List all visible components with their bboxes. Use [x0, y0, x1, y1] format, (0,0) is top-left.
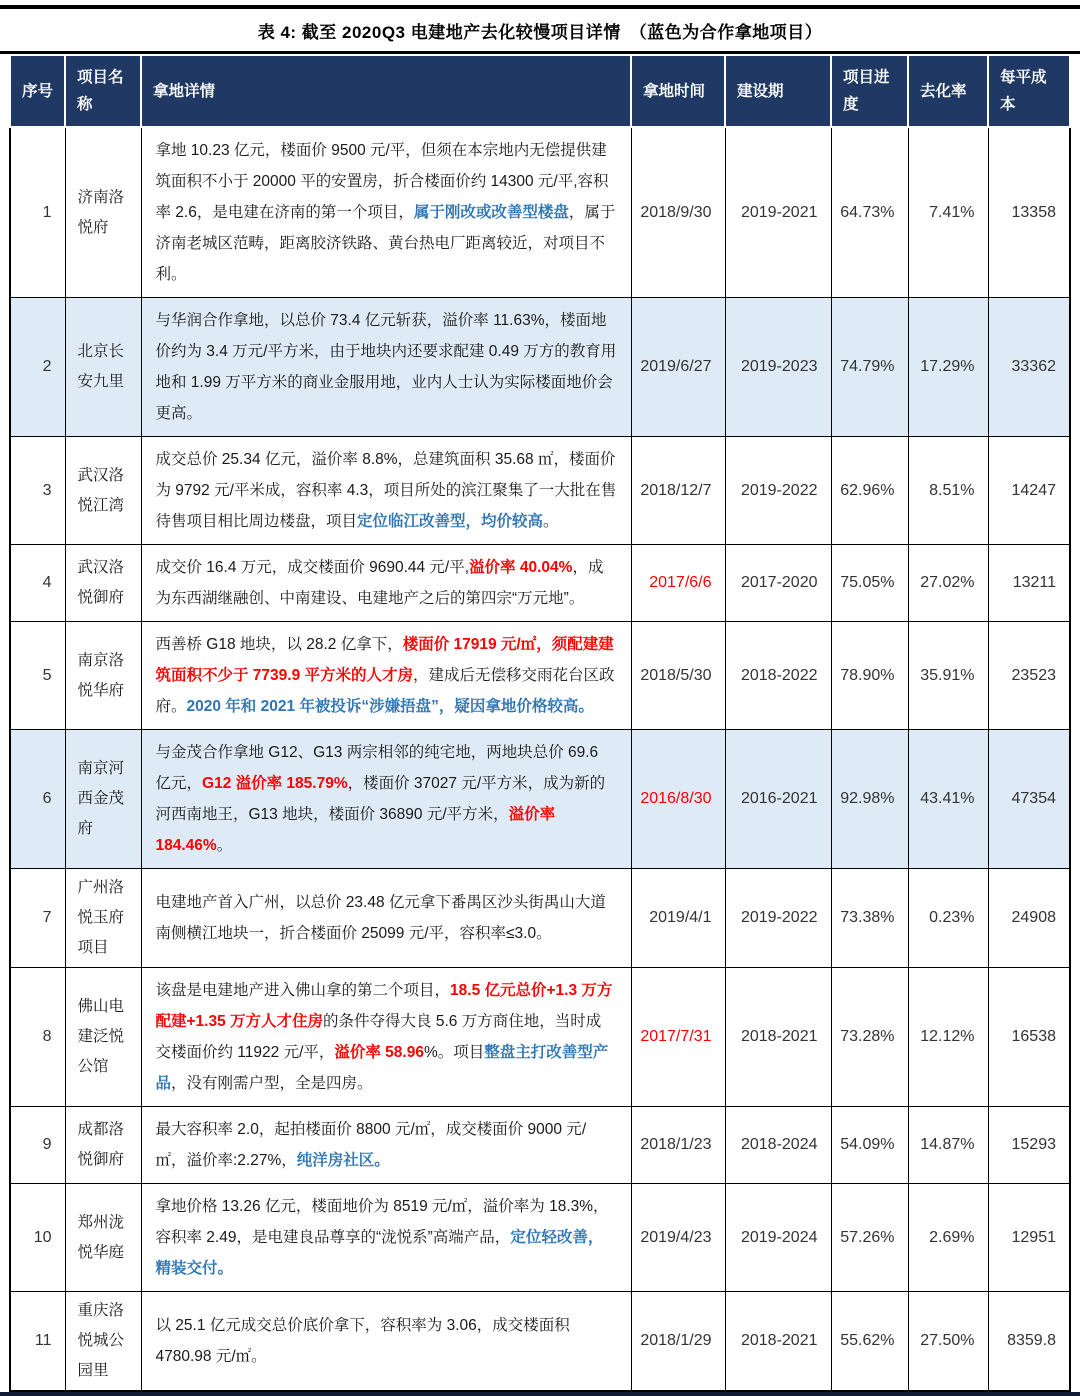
cell-land-detail: [141, 437, 631, 545]
cell-index: 6: [10, 730, 65, 869]
cell-absorption-rate: 14.87%: [908, 1107, 988, 1184]
cell-absorption-rate: 0.23%: [908, 869, 988, 968]
detail-segment: %。项目: [423, 1044, 485, 1061]
cell-land-detail: [141, 545, 631, 622]
cell-project-name: 武汉洛悦江湾: [65, 437, 141, 545]
detail-segment: 拿地 10.23 亿元，楼面价 9500 元/平，但须在本宗地内无偿提供建筑面积不小于 20000 平的安置房，折合楼面价约 14300 元/平,容积率 2.6，是电建在济南的第一个项目，: [155, 142, 609, 221]
detail-segment: 最大容积率 2.0，起拍楼面价 8800 元/㎡，成交楼面价 9000 元/㎡，溢价率:2.27%，: [155, 1121, 587, 1169]
detail-segment: ，没有刚需户型，全是四房。: [171, 1075, 373, 1092]
cell-absorption-rate: 12.12%: [908, 968, 988, 1107]
cell-index: 2: [10, 298, 65, 437]
cell-project-name: 济南洛悦府: [65, 127, 141, 298]
cell-project-name: 南京河西金茂府: [65, 730, 141, 869]
cell-absorption-rate: 35.91%: [908, 622, 988, 730]
detail-segment: 。: [216, 837, 233, 854]
detail-segment: 成交价 16.4 万元，成交楼面价 9690.44 元/平,: [155, 559, 470, 576]
cell-progress: 54.09%: [831, 1107, 908, 1184]
cell-project-name: 北京长安九里: [65, 298, 141, 437]
cell-absorption-rate: 17.29%: [908, 298, 988, 437]
detail-segment: ，建成后无偿移交雨花台区政府。: [155, 667, 615, 715]
header-detail: 拿地详情: [141, 55, 631, 127]
cell-construction-period: 2016-2021: [725, 730, 831, 869]
header-period: 建设期: [725, 55, 831, 127]
detail-segment: 与金茂合作拿地 G12、G13 两宗相邻的纯宅地，两地块总价 69.6 亿元，: [155, 744, 599, 792]
detail-segment-red: 楼面价 17919 元/㎡，须配建建筑面积不少于 7739.9 平方米的人才房: [155, 636, 614, 684]
cell-land-detail: [141, 1184, 631, 1292]
cell-index: 3: [10, 437, 65, 545]
detail-segment: ，属于济南老城区范畴，距离胶济铁路、黄台热电厂距离较近，对项目不利。: [155, 204, 616, 283]
detail-segment-red: 溢价率 58.96: [334, 1044, 424, 1061]
detail-segment: 以 25.1 亿元成交总价底价拿下，容积率为 3.06，成交楼面积 4780.98 元/㎡。: [155, 1317, 570, 1365]
detail-segment-blue: 纯洋房社区。: [296, 1152, 390, 1169]
projects-table: [9, 54, 1071, 1392]
cell-cost-per-sqm: 33362: [988, 298, 1070, 437]
cell-absorption-rate: 2.69%: [908, 1184, 988, 1292]
cell-land-date: 2018/9/30: [631, 127, 725, 298]
table-row: [10, 968, 1070, 1107]
cell-index: 11: [10, 1292, 65, 1392]
cell-index: 5: [10, 622, 65, 730]
table-row: [10, 127, 1070, 298]
table-body: [10, 127, 1070, 1391]
detail-segment: ，楼面价 37027 元/平方米，成为新的河西南地王，G13 地块，楼面价 36890 元/平方米，: [155, 775, 606, 823]
table-row: [10, 869, 1070, 968]
table-row: [10, 545, 1070, 622]
cell-construction-period: 2017-2020: [725, 545, 831, 622]
cell-land-date: 2019/4/23: [631, 1184, 725, 1292]
cell-land-date: 2019/6/27: [631, 298, 725, 437]
detail-segment-blue: 属于刚改或改善型楼盘: [413, 204, 569, 221]
cell-index: 1: [10, 127, 65, 298]
header-date: 拿地时间: [631, 55, 725, 127]
table-row: [10, 1292, 1070, 1392]
cell-land-detail: [141, 869, 631, 968]
detail-segment-blue: 定位临江改善型，均价较高: [357, 513, 544, 530]
detail-segment: 的条件夺得大良 5.6 万方商住地，当时成交楼面价约 11922 元/平，: [155, 1013, 602, 1061]
cell-project-name: 广州洛悦玉府项目: [65, 869, 141, 968]
detail-segment-blue: 定位轻改善，精装交付。: [155, 1229, 604, 1277]
detail-segment-red: G12 溢价率 185.79%: [202, 775, 348, 792]
cell-construction-period: 2019-2022: [725, 869, 831, 968]
table-row: [10, 437, 1070, 545]
detail-segment-blue: 2020 年和 2021 年被投诉“涉嫌捂盘”，疑因拿地价格较高。: [186, 698, 594, 715]
cell-construction-period: 2019-2022: [725, 437, 831, 545]
cell-construction-period: 2018-2021: [725, 1292, 831, 1392]
detail-segment-blue: 整盘主打改善型产品: [155, 1044, 609, 1092]
cell-land-date: 2018/1/23: [631, 1107, 725, 1184]
cell-land-date: 2018/12/7: [631, 437, 725, 545]
cell-land-detail: [141, 1107, 631, 1184]
cell-index: 4: [10, 545, 65, 622]
detail-segment: 西善桥 G18 地块，以 28.2 亿拿下，: [155, 636, 403, 653]
detail-segment: 与华润合作拿地，以总价 73.4 亿元斩获，溢价率 11.63%，楼面地价约为 3.4 万元/平方米，由于地块内还要求配建 0.49 万方的教育用地和 1.99 万平方米的商业金服用地，业内人士认为实际楼面地价会更高。: [155, 312, 617, 422]
cell-land-date: 2016/8/30: [631, 730, 725, 869]
cell-absorption-rate: 27.02%: [908, 545, 988, 622]
header-absorption: 去化率: [908, 55, 988, 127]
cell-land-detail: [141, 1292, 631, 1392]
header-no: 序号: [10, 55, 65, 127]
header-cost: 每平成本: [988, 55, 1070, 127]
cell-cost-per-sqm: 8359.8: [988, 1292, 1070, 1392]
cell-cost-per-sqm: 23523: [988, 622, 1070, 730]
cell-cost-per-sqm: 13358: [988, 127, 1070, 298]
table-row: [10, 1107, 1070, 1184]
table-row: [10, 1184, 1070, 1292]
cell-index: 10: [10, 1184, 65, 1292]
cell-progress: 55.62%: [831, 1292, 908, 1392]
cell-land-detail: [141, 298, 631, 437]
cell-cost-per-sqm: 16538: [988, 968, 1070, 1107]
cell-construction-period: 2018-2021: [725, 968, 831, 1107]
cell-construction-period: 2019-2021: [725, 127, 831, 298]
cell-progress: 92.98%: [831, 730, 908, 869]
detail-segment: 拿地价格 13.26 亿元，楼面地价为 8519 元/㎡，溢价率为 18.3%，容积率 2.49，是电建良品尊享的“泷悦系”高端产品，: [155, 1198, 609, 1246]
cell-land-detail: [141, 127, 631, 298]
cell-cost-per-sqm: 13211: [988, 545, 1070, 622]
bottom-divider: [0, 1392, 1080, 1396]
cell-progress: 75.05%: [831, 545, 908, 622]
cell-land-date: 2017/7/31: [631, 968, 725, 1107]
cell-construction-period: 2019-2023: [725, 298, 831, 437]
cell-index: 8: [10, 968, 65, 1107]
cell-progress: 64.73%: [831, 127, 908, 298]
cell-cost-per-sqm: 24908: [988, 869, 1070, 968]
cell-absorption-rate: 8.51%: [908, 437, 988, 545]
cell-progress: 74.79%: [831, 298, 908, 437]
cell-construction-period: 2019-2024: [725, 1184, 831, 1292]
table-row: [10, 622, 1070, 730]
cell-progress: 73.38%: [831, 869, 908, 968]
detail-segment: 该盘是电建地产进入佛山拿的第二个项目，: [155, 982, 451, 999]
cell-project-name: 成都洛悦御府: [65, 1107, 141, 1184]
detail-segment-red: 18.5 亿元总价+1.3 万方配建+1.35 万方人才住房: [155, 982, 613, 1030]
cell-absorption-rate: 27.50%: [908, 1292, 988, 1392]
cell-project-name: 佛山电建泛悦公馆: [65, 968, 141, 1107]
detail-segment-red: 溢价率 184.46%: [155, 806, 556, 854]
cell-construction-period: 2018-2024: [725, 1107, 831, 1184]
header-project-name: 项目名称: [65, 55, 141, 127]
table-row: [10, 298, 1070, 437]
header-progress: 项目进度: [831, 55, 908, 127]
cell-project-name: 重庆洛悦城公园里: [65, 1292, 141, 1392]
cell-project-name: 郑州泷悦华庭: [65, 1184, 141, 1292]
cell-land-detail: [141, 968, 631, 1107]
cell-land-date: 2018/1/29: [631, 1292, 725, 1392]
cell-construction-period: 2018-2022: [725, 622, 831, 730]
cell-land-date: 2019/4/1: [631, 869, 725, 968]
detail-segment: 。: [543, 513, 559, 530]
cell-progress: 57.26%: [831, 1184, 908, 1292]
cell-index: 9: [10, 1107, 65, 1184]
detail-segment-red: 溢价率 40.04%: [469, 559, 573, 576]
cell-progress: 78.90%: [831, 622, 908, 730]
cell-progress: 73.28%: [831, 968, 908, 1107]
cell-project-name: 武汉洛悦御府: [65, 545, 141, 622]
cell-land-date: 2017/6/6: [631, 545, 725, 622]
cell-cost-per-sqm: 12951: [988, 1184, 1070, 1292]
cell-project-name: 南京洛悦华府: [65, 622, 141, 730]
table-title: 表 4: 截至 2020Q3 电建地产去化较慢项目详情 （蓝色为合作拿地项目）: [257, 23, 823, 42]
cell-land-detail: [141, 622, 631, 730]
detail-segment: 电建地产首入广州，以总价 23.48 亿元拿下番禺区沙头街禺山大道南侧横江地块一，折合楼面价 25099 元/平，容积率≤3.0。: [155, 894, 606, 942]
cell-cost-per-sqm: 15293: [988, 1107, 1070, 1184]
table-row: [10, 730, 1070, 869]
cell-cost-per-sqm: 47354: [988, 730, 1070, 869]
cell-land-date: 2018/5/30: [631, 622, 725, 730]
cell-absorption-rate: 7.41%: [908, 127, 988, 298]
cell-progress: 62.96%: [831, 437, 908, 545]
detail-segment: 成交总价 25.34 亿元，溢价率 8.8%，总建筑面积 35.68 ㎡，楼面价为 9792 元/平米成，容积率 4.3，项目所处的滨江聚集了一大批在售待售项目相比周边楼盘，项目: [155, 451, 617, 530]
cell-absorption-rate: 43.41%: [908, 730, 988, 869]
detail-segment: ，成为东西湖继融创、中南建设、电建地产之后的第四宗“万元地”。: [155, 559, 604, 607]
cell-land-detail: [141, 730, 631, 869]
cell-cost-per-sqm: 14247: [988, 437, 1070, 545]
cell-index: 7: [10, 869, 65, 968]
header-row: [10, 55, 1070, 127]
